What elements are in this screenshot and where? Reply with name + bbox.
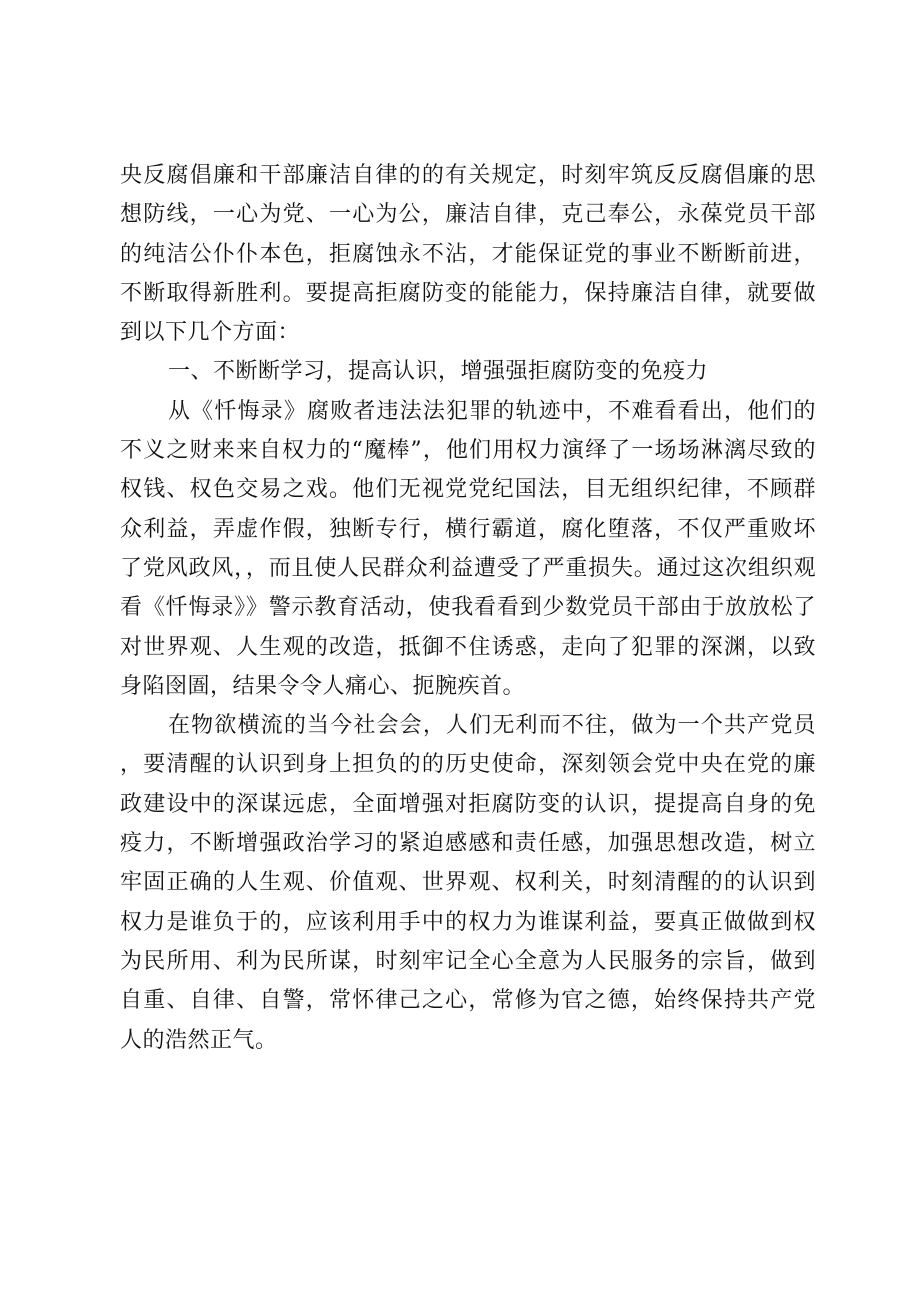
paragraph-continued: 央反腐倡廉和干部廉洁自律的的有关规定，时刻牢筑反反腐倡廉的思想防线，一心为党、一心为公，廉洁自律，克己奉公，永葆党员干部的纯洁公仆仆本色，拒腐蚀永不沾，才能保证党的事业不断断前进，不断取得新胜利。要提高拒腐防变的能能力，保持廉洁自律，就要做到以下几个方面：	[120, 163, 816, 346]
paragraph-3: 在物欲横流的当今社会会，人们无利而不往，做为一个共产党员，要清醒的认识到身上担负的的历史使命，深刻领会党中央在党的廉政建设中的深谋远虑，全面增强对拒腐防变的认识，提提高自身的免疫力，不断增强政治学习的紧迫感感和责任感，加强思想改造，树立牢固正确的人生观、价值观、世界观、权利关，时刻清醒的的认识到权力是谁负于的，应该利用手中的权力为谁谋利益，要真正做做到权为民所用、利为民所谋，时刻牢记全心全意为人民服务的宗旨，做到自重、自律、自警，常怀律己之心，常修为官之德，始终保持共产党人的浩然正气。	[120, 713, 816, 1053]
document-body	[120, 156, 816, 1060]
section-heading-1: 一、不断断学习，提高认识，增强强拒腐防变的免疫力	[168, 359, 709, 385]
paragraph-2: 从《忏悔录》腐败者违法法犯罪的轨迹中，不难看看出，他们的不义之财来来自权力的“魔棒”，他们用权力演绎了一场场淋漓尽致的权钱、权色交易之戏。他们无视党党纪国法，目无组织纪律，不顾群众利益，弄虚作假，独断专行，横行霸道，腐化堕落，不仅严重败坏了党风政风，，而且使人民群众利益遭受了严重损失。通过这次组织观看《忏悔录》》警示教育活动，使我看看到少数党员干部由于放放松了对世界观、人生观的改造，抵御不住诱惑，走向了犯罪的深渊，以致身陷囹圄，结果令令人痛心、扼腕疾首。	[120, 398, 816, 699]
